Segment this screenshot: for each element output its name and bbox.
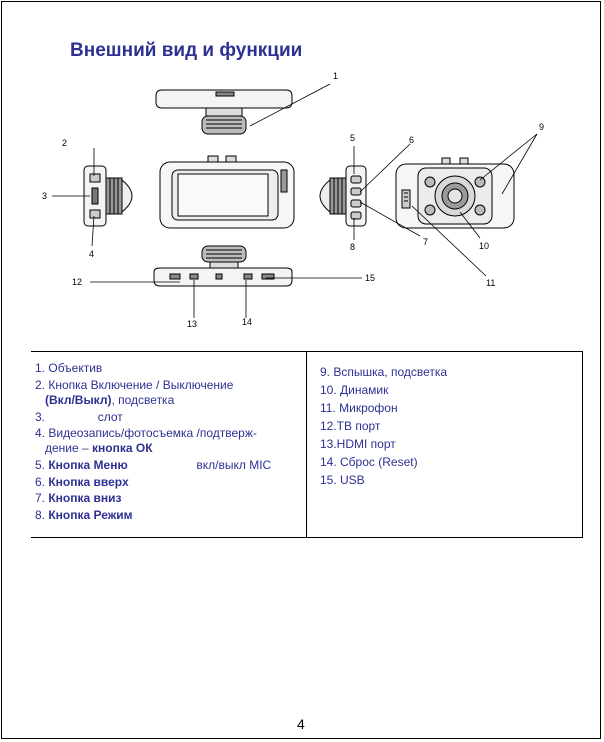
legend-item-9: 9. Вспышка, подсветка (320, 365, 448, 379)
legend-item-number: 6. (35, 475, 46, 489)
legend-item-number: 7. (35, 491, 46, 505)
callout-8: 8 (350, 242, 356, 252)
callout-1: 1 (333, 71, 339, 81)
legend-item-text: Объектив (48, 361, 103, 375)
legend-item-5 (35, 459, 271, 473)
device-drawing (40, 66, 570, 330)
legend-item-3 (35, 411, 123, 425)
callout-2: 2 (62, 138, 68, 148)
legend-item-number: 2. (35, 378, 46, 392)
legend-item-10: 10. Динамик (320, 383, 389, 397)
callout-9: 9 (539, 122, 545, 132)
legend-item-7 (35, 492, 122, 506)
top-view-drawing (156, 90, 292, 134)
legend-item-bold: Кнопка вниз (48, 491, 122, 505)
legend-item-number: 5. (35, 458, 46, 472)
legend-right-border (582, 352, 583, 537)
front-view-drawing (160, 156, 294, 228)
legend-item-14: 14. Сброс (Reset) (320, 455, 418, 469)
legend-item-text: дение – (45, 441, 89, 455)
legend-item-8 (35, 509, 133, 523)
legend-item-13: 13.HDMI порт (320, 437, 396, 451)
legend-item-number: 3. (35, 410, 46, 424)
callout-3: 3 (42, 191, 48, 201)
legend-item-bold: Кнопка Меню (48, 458, 128, 472)
right-side-drawing (320, 166, 366, 226)
legend-item-bold: (Вкл/Выкл) (45, 393, 112, 407)
legend-item-extra: вкл/выкл MIC (196, 458, 272, 472)
legend-table (31, 351, 583, 538)
legend-item-bold: Кнопка Режим (48, 508, 133, 522)
legend-item-4 (35, 427, 257, 441)
legend-item-bold: Кнопка вверх (48, 475, 129, 489)
legend-item-text: Кнопка Включение / Выключение (48, 378, 234, 392)
legend-item-2 (35, 379, 233, 393)
back-view-drawing (396, 158, 514, 228)
callout-14: 14 (242, 317, 253, 327)
page-title: Внешний вид и функции (70, 40, 303, 61)
legend-item-number: 4. (35, 426, 46, 440)
left-side-drawing (84, 166, 132, 226)
bottom-view-drawing (154, 246, 292, 286)
legend-item-12: 12.ТВ порт (320, 419, 381, 433)
callout-4: 4 (89, 249, 95, 259)
legend-item-2-continued (45, 394, 174, 408)
callout-13: 13 (187, 319, 198, 329)
legend-item-15: 15. USB (320, 473, 365, 487)
callout-5: 5 (350, 133, 356, 143)
legend-item-number: 8. (35, 508, 46, 522)
legend-item-bold: кнопка ОК (92, 441, 153, 455)
legend-column-divider (306, 352, 307, 537)
legend-item-number: 1. (35, 361, 46, 375)
legend-item-4-continued (45, 442, 153, 456)
legend-item-text: слот (97, 410, 123, 424)
callout-10: 10 (479, 241, 490, 251)
legend-item-text: , подсветка (111, 393, 175, 407)
legend-item-text: Видеозапись/фотосъемка /подтверж- (48, 426, 257, 440)
callout-12: 12 (72, 277, 83, 287)
device-diagram (40, 66, 570, 330)
callout-15: 15 (365, 273, 376, 283)
legend-item-1 (35, 362, 102, 376)
page-number: 4 (297, 716, 305, 732)
legend-item-6 (35, 476, 129, 490)
legend-item-11: 11. Микрофон (320, 401, 398, 415)
callout-7: 7 (423, 237, 429, 247)
callout-6: 6 (409, 135, 415, 145)
callout-11: 11 (486, 278, 496, 288)
